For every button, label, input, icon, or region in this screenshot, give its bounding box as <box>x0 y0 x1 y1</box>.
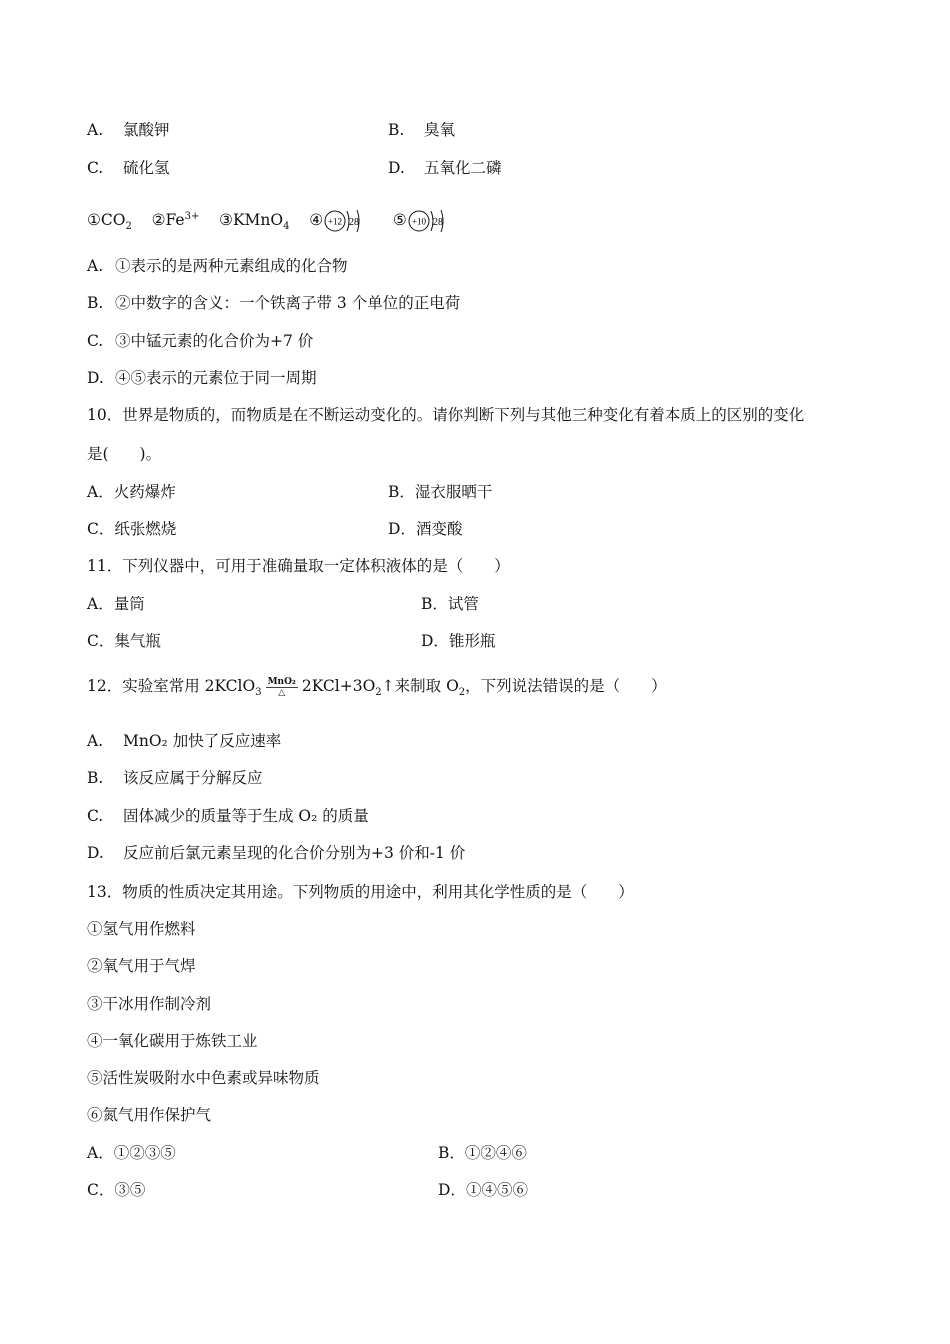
svg-text:+12: +12 <box>328 216 343 227</box>
q11-stem: 11．下列仪器中，可用于准确量取一定体积液体的是（ ） <box>87 557 510 575</box>
q13-item-2: ②氧气用于气焊 <box>87 957 196 975</box>
q13-item-5: ⑤活性炭吸附水中色素或异味物质 <box>87 1069 320 1087</box>
q9-option-d: D. ④⑤表示的元素位于同一周期 <box>87 369 317 387</box>
q13-item-6: ⑥氮气用作保护气 <box>87 1106 212 1124</box>
q9-symbols-row <box>87 202 457 242</box>
q9-option-a: A. ①表示的是两种元素组成的化合物 <box>87 257 348 275</box>
svg-text:+10: +10 <box>411 216 426 227</box>
q11-option-b: B．试管 <box>421 595 479 613</box>
q13-item-1: ①氢气用作燃料 <box>87 920 196 938</box>
q-prev-option-a: A. 氯酸钾 <box>87 121 170 139</box>
q13-option-c: C．③⑤ <box>87 1181 146 1199</box>
q10-option-d: D．酒变酸 <box>388 520 463 538</box>
svg-text:28: 28 <box>349 217 360 229</box>
q12-option-b: B. 该反应属于分解反应 <box>87 769 263 787</box>
q11-option-c: C．集气瓶 <box>87 632 161 650</box>
reaction-condition: $\frac{\text{MnO₂}}{\triangle}$ <box>267 676 296 698</box>
atom-structure-diagram <box>407 206 457 236</box>
q9-item-1: $①CO_2$ <box>87 211 132 233</box>
q11-option-a: A．量筒 <box>87 595 145 613</box>
q13-item-3: ③干冰用作制冷剂 <box>87 995 212 1013</box>
q9-option-c: C. ③中锰元素的化合价为+7 价 <box>87 332 314 350</box>
q13-option-b: B．①②④⑥ <box>438 1144 527 1162</box>
q10-stem-line1: 10．世界是物质的，而物质是在不断运动变化的。请你判断下列与其他三种变化有着本质上的区别的变化 <box>87 406 805 424</box>
q9-item-2: $②Fe^{3+}$ <box>151 211 200 230</box>
q9-item-3: ③KMnO$_4$ <box>219 211 290 233</box>
q12-stem: 12．实验室常用 2KClO$_3$ $\frac{\text{MnO₂}}{\triangle}$ $2KCl+3O_2↑$来制取 $O_2$，下列说法错误的是（ ） <box>87 676 667 699</box>
q-prev-option-c: C. 硫化氢 <box>87 159 170 177</box>
svg-text:28: 28 <box>432 217 443 229</box>
atom-structure-diagram <box>323 206 373 236</box>
q12-option-c: C. 固体减少的质量等于生成 O₂ 的质量 <box>87 807 369 825</box>
q9-option-b: B. ②中数字的含义：一个铁离子带 3 个单位的正电荷 <box>87 294 461 312</box>
q-prev-option-d: D. 五氧化二磷 <box>388 159 502 177</box>
q10-option-b: B．湿衣服晒干 <box>388 483 493 501</box>
q-prev-option-b: B. 臭氧 <box>388 121 456 139</box>
q11-option-d: D．锥形瓶 <box>421 632 496 650</box>
q13-option-d: D．①④⑤⑥ <box>438 1181 528 1199</box>
q9-item-4: ④ +12 28 <box>309 211 373 229</box>
q10-option-c: C．纸张燃烧 <box>87 520 177 538</box>
q13-option-a: A．①②③⑤ <box>87 1144 176 1162</box>
q13-stem: 13．物质的性质决定其用途。下列物质的用途中，利用其化学性质的是（ ） <box>87 883 634 901</box>
q13-item-4: ④一氧化碳用于炼铁工业 <box>87 1032 258 1050</box>
q9-item-5: ⑤ +10 28 <box>393 211 457 229</box>
q10-stem-line2: 是( )。 <box>87 445 162 463</box>
q10-option-a: A．火药爆炸 <box>87 483 176 501</box>
q12-option-d: D. 反应前后氯元素呈现的化合价分别为+3 价和-1 价 <box>87 844 466 862</box>
q12-option-a: A. MnO₂ 加快了反应速率 <box>87 732 282 750</box>
